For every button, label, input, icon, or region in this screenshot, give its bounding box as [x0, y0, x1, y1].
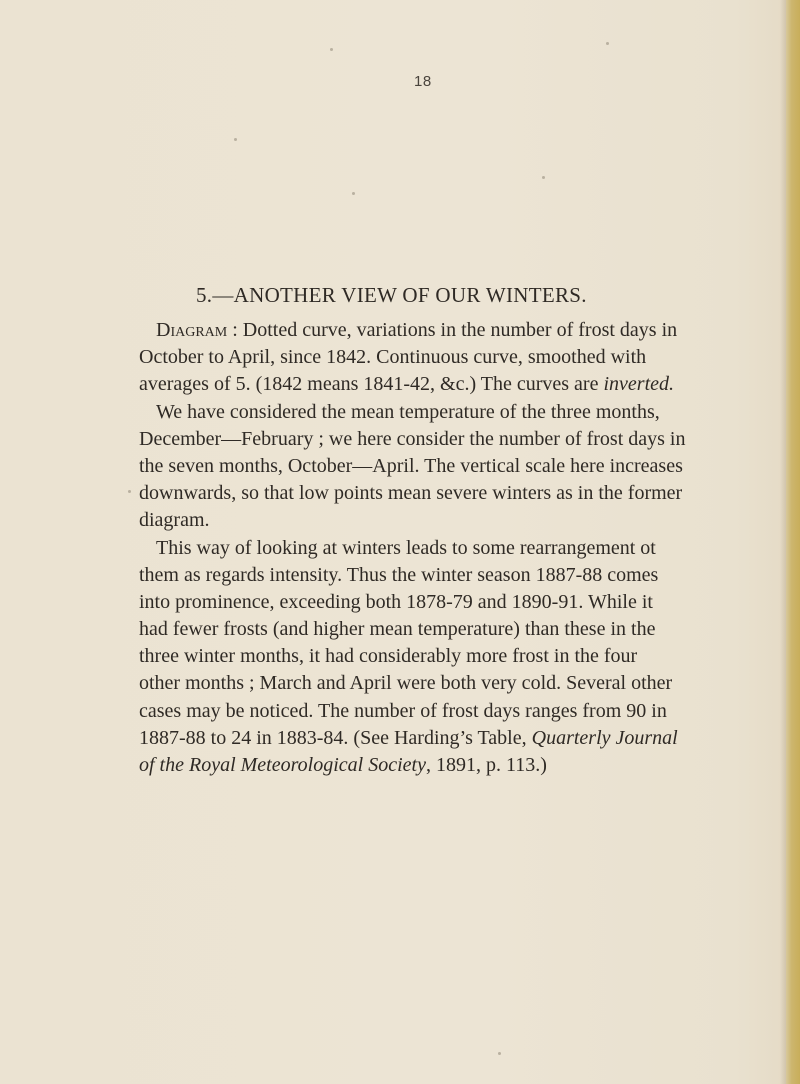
paragraph-line — [139, 317, 759, 344]
paragraph-line: This way of looking at winters leads to some rearrangement ot — [156, 536, 656, 559]
paragraph-line: downwards, so that low points mean severe winters as in the former — [139, 482, 683, 505]
paragraph-text: , 1891, p. 113.) — [425, 754, 547, 776]
paragraph-line: diagram. — [139, 509, 210, 532]
page-number: 18 — [414, 73, 432, 90]
paper-speck — [352, 192, 355, 195]
paragraph-line: other months ; March and April were both very cold. Several other — [139, 672, 673, 695]
paragraph-line — [139, 725, 759, 752]
body-text — [139, 317, 759, 779]
paragraph-line: into prominence, exceeding both 1878-79 and 1890-91. While it — [139, 590, 653, 613]
paragraph-line: October to April, since 1842. Continuous curve, smoothed with — [139, 346, 647, 369]
paper-speck — [542, 176, 545, 179]
paragraph-line: them as regards intensity. Thus the winter season 1887-88 comes — [139, 563, 659, 586]
paragraph-line: December—February ; we here consider the number of frost days in — [139, 427, 686, 450]
paragraph-text: 1887-88 to 24 in 1883-84. (See Harding’s Table, — [139, 726, 532, 749]
paragraph-line: had fewer frosts (and higher mean temperature) than these in the — [139, 618, 656, 641]
paper-speck — [330, 48, 333, 51]
paper-speck — [498, 1052, 501, 1055]
paper-speck — [128, 490, 131, 493]
paragraph-line — [139, 371, 759, 398]
paragraph-text: : Dotted curve, variations in the number of frost days in — [227, 319, 678, 341]
section-heading: 5.—ANOTHER VIEW OF OUR WINTERS. — [196, 283, 587, 307]
diagram-label: Diagram — [156, 319, 228, 341]
paper-speck — [234, 138, 237, 141]
paragraph-line — [139, 752, 759, 779]
paragraph-line: cases may be noticed. The number of frost days ranges from 90 in — [139, 699, 667, 722]
paragraph-line: the seven months, October—April. The vertical scale here increases — [139, 454, 683, 477]
paragraph-text: averages of 5. (1842 means 1841-42, &c.) The curves are — [139, 373, 604, 396]
paragraph-line: We have considered the mean temperature of the three months, — [156, 400, 660, 423]
italic-text: of the Royal Meteorological Society — [139, 754, 426, 776]
paper-speck — [606, 42, 609, 45]
page-edge-strip — [786, 0, 800, 1084]
italic-text: inverted. — [603, 373, 674, 396]
paragraph-line: three winter months, it had considerably more frost in the four — [139, 645, 638, 668]
italic-text: Quarterly Journal — [531, 726, 678, 749]
